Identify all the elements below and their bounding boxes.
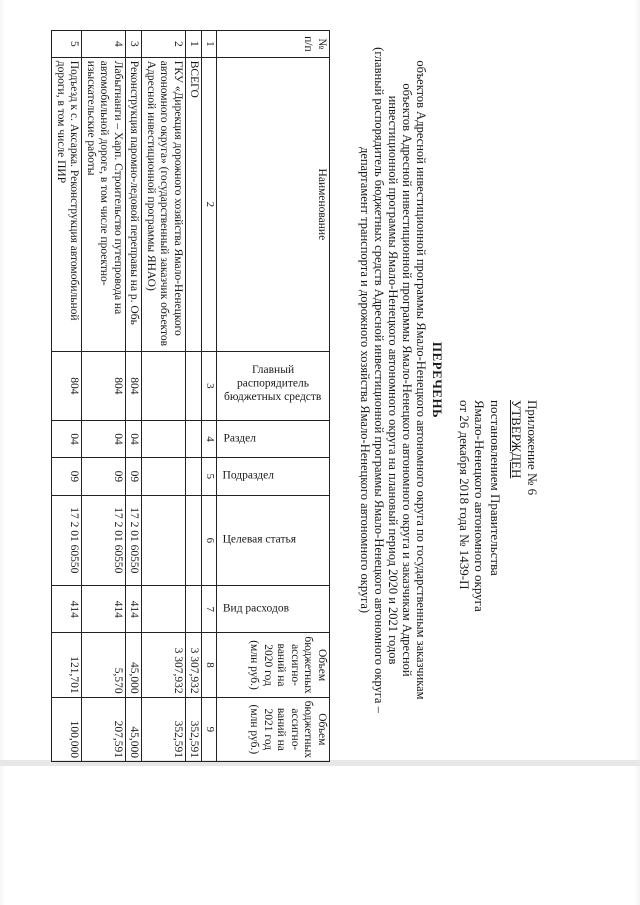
cell-podrazdel: 09 [126, 458, 143, 495]
cell-razdel: 04 [82, 420, 126, 457]
cell-2021: 207,591 [82, 697, 126, 761]
cell-vid: 414 [82, 586, 126, 633]
heading-line-3: инвестиционной программы Ямало-Ненецкого автономного округа на плановый период 2020 и 2021 годов [386, 95, 400, 665]
cell-name: Лабытнанги – Харп. Строительство путепровода на автомобильной дороге, в том числе проектно-изыскательские работы [82, 57, 126, 351]
cell-num: 3 [126, 31, 143, 58]
header-num: № п/п [217, 31, 330, 58]
index-cell: 7 [202, 586, 217, 633]
appendix-block [457, 400, 541, 720]
index-cell: 5 [202, 458, 217, 495]
cell-2021: 100,000 [52, 697, 82, 761]
appendix-line-3: от 26 декабря 2018 года № 1439-П [457, 400, 472, 590]
heading-line-5: департамент транспорта и дорожного хозяйства Ямало-Ненецкого автономного округа) [358, 146, 372, 614]
cell-gr [186, 352, 203, 421]
appendix-line-1: постановлением Правительства [488, 400, 503, 576]
index-cell: 9 [202, 697, 217, 761]
heading-line-4: (главный распорядитель бюджетных средств Адресной инвестиционной программы Ямало-Ненецкого автономного округа – [372, 47, 386, 713]
table-row [52, 31, 82, 762]
cell-celevaya: 17 2 01 60550 [126, 495, 143, 585]
cell-podrazdel: 09 [52, 458, 82, 495]
header-razdel: Раздел [217, 420, 330, 457]
cell-gr: 804 [52, 352, 82, 421]
index-cell: 2 [202, 57, 217, 351]
cell-2021: 352,591 [142, 697, 186, 761]
cell-razdel: 04 [52, 420, 82, 457]
document-heading [358, 40, 444, 720]
index-cell: 3 [202, 352, 217, 421]
cell-num: 4 [82, 31, 126, 58]
cell-2020: 45,000 [126, 633, 143, 697]
appendix-line-2: Ямало-Ненецкого автономного округа [472, 400, 488, 612]
approved-label: УТВЕРЖДЕН [509, 400, 525, 479]
cell-celevaya [142, 495, 186, 585]
cell-razdel: 04 [126, 420, 143, 457]
index-cell: 4 [202, 420, 217, 457]
cell-gr: 804 [82, 352, 126, 421]
appendix-number: Приложение № 6 [525, 400, 540, 496]
cell-gr: 804 [126, 352, 143, 421]
table-row [82, 31, 126, 762]
cell-vid [186, 586, 203, 633]
header-podrazdel: Подраздел [217, 458, 330, 495]
cell-gr [142, 352, 186, 421]
cell-celevaya [186, 495, 203, 585]
heading-line-1: объектов Адресной инвестиционной программы Ямало-Ненецкого автономного округа по государственным заказчикам [414, 60, 428, 700]
header-vid: Вид расходов [217, 586, 330, 633]
rotated-document-page [2, 0, 636, 762]
cell-razdel [142, 420, 186, 457]
table-header-row [217, 31, 330, 762]
cell-2021: 352,591 [186, 697, 203, 761]
cell-podrazdel [186, 458, 203, 495]
cell-2020: 5,570 [82, 633, 126, 697]
cell-razdel [186, 420, 203, 457]
header-2020: Объем бюджетных ассигно-ваний на 2020 год (млн руб.) [217, 633, 330, 697]
cell-num: 1 [186, 31, 203, 58]
objects-table [52, 30, 331, 762]
cell-podrazdel: 09 [82, 458, 126, 495]
table-row [142, 31, 186, 762]
header-celevaya: Целевая статья [217, 495, 330, 585]
document-title: ПЕРЕЧЕНЬ [430, 341, 445, 419]
cell-vid: 414 [126, 586, 143, 633]
cell-2020: 3 307,932 [142, 633, 186, 697]
table-row [186, 31, 203, 762]
cell-name: ГКУ «Дирекция дорожного хозяйства Ямало-Ненецкого автономного округа» (государственный заказчик объектов Адресной инвестиционной программы ЯНАО) [142, 57, 186, 351]
cell-2020: 3 307,932 [186, 633, 203, 697]
cell-celevaya: 17 2 01 60550 [52, 495, 82, 585]
index-cell: 6 [202, 495, 217, 585]
cell-num: 2 [142, 31, 186, 58]
cell-celevaya: 17 2 01 60550 [82, 495, 126, 585]
header-2021: Объем бюджетных ассигно-ваний на 2021 год (млн руб.) [217, 697, 330, 761]
index-cell: 1 [202, 31, 217, 58]
header-name: Наименование [217, 57, 330, 351]
cell-name: Подъезд к с. Аксарка. Реконструкция автомобильной дороги, в том числе ПИР [52, 57, 82, 351]
cell-num: 5 [52, 31, 82, 58]
cell-vid [142, 586, 186, 633]
table-index-row [202, 31, 217, 762]
table-row [126, 31, 143, 762]
cell-name: Реконструкция паромно-ледовой переправы на р. Обь [126, 57, 143, 351]
cell-name: ВСЕГО [186, 57, 203, 351]
header-gr: Главный распорядитель бюджетных средств [217, 352, 330, 421]
cell-podrazdel [142, 458, 186, 495]
heading-line-2: объектов Адресной инвестиционной программы Ямало-Ненецкого автономного округа и заказчикам Адресной [400, 83, 414, 677]
index-cell: 8 [202, 633, 217, 697]
cell-2021: 45,000 [126, 697, 143, 761]
cell-vid: 414 [52, 586, 82, 633]
cell-2020: 121,701 [52, 633, 82, 697]
